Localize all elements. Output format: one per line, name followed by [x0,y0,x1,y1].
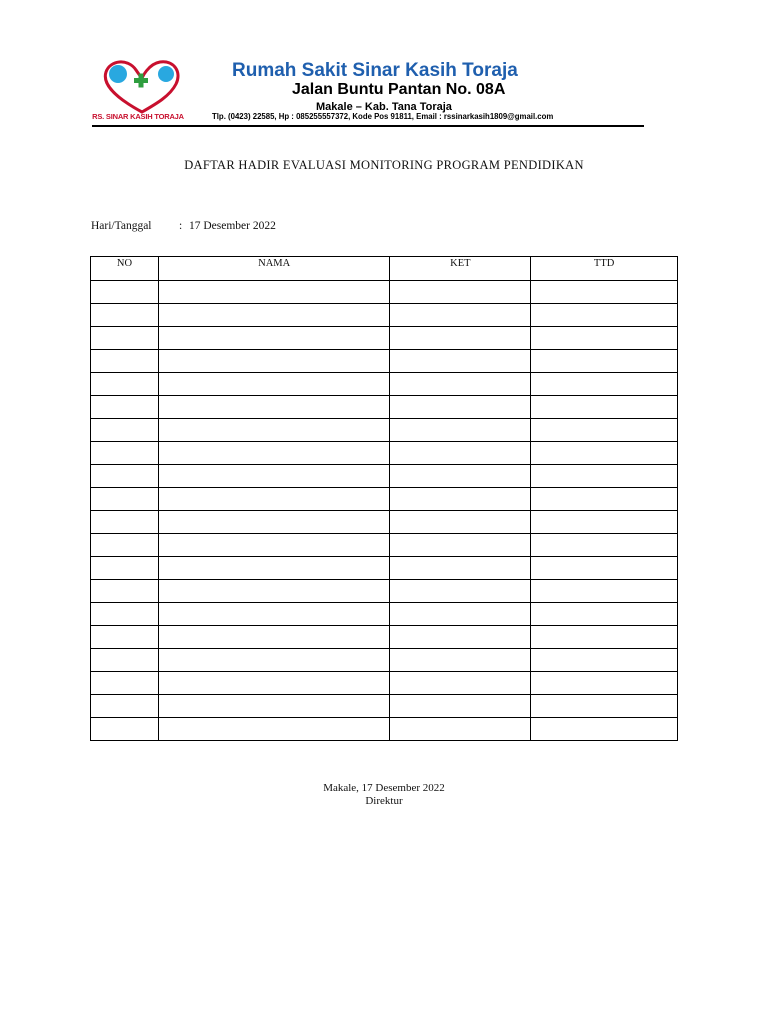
cell-no [91,396,159,419]
cell-ttd [531,695,678,718]
cell-nama [158,695,390,718]
cell-nama [158,649,390,672]
table-row [91,672,678,695]
date-row [91,220,276,232]
cell-ket [390,442,531,465]
cell-no [91,442,159,465]
cell-nama [158,557,390,580]
table-row [91,327,678,350]
cell-no [91,281,159,304]
signature-block [0,782,768,808]
letterhead [88,52,644,128]
table-row [91,465,678,488]
cell-ket [390,419,531,442]
signature-position: Direktur [365,795,403,807]
table-row [91,442,678,465]
header-ttd: TTD [531,257,678,281]
document-title: DAFTAR HADIR EVALUASI MONITORING PROGRAM PENDIDIKAN [184,158,584,172]
table-row [91,396,678,419]
cell-no [91,695,159,718]
cell-ket [390,603,531,626]
cell-ket [390,465,531,488]
cell-ttd [531,557,678,580]
cell-ttd [531,396,678,419]
cell-nama [158,396,390,419]
cell-ttd [531,373,678,396]
cell-nama [158,580,390,603]
table-row [91,373,678,396]
table-row [91,304,678,327]
cell-ket [390,672,531,695]
cell-no [91,718,159,741]
cell-ket [390,281,531,304]
cell-no [91,557,159,580]
cell-no [91,626,159,649]
contact-info: Tlp. (0423) 22585, Hp : 085255557372, Kode Pos 91811, Email : rssinarkasih1809@gmail.com [212,112,554,121]
address-line-2: Makale – Kab. Tana Toraja [316,101,452,113]
cell-nama [158,304,390,327]
header-nama: NAMA [158,257,390,281]
cell-nama [158,626,390,649]
cell-ttd [531,511,678,534]
cell-no [91,511,159,534]
cell-no [91,373,159,396]
cell-no [91,304,159,327]
cell-ket [390,511,531,534]
cell-ket [390,350,531,373]
cell-ttd [531,304,678,327]
date-label: Hari/Tanggal [91,220,152,232]
table-row [91,649,678,672]
header-ket: KET [390,257,531,281]
cell-ket [390,695,531,718]
cell-nama [158,465,390,488]
cell-nama [158,350,390,373]
date-separator: : [179,220,183,232]
cell-ttd [531,534,678,557]
cell-ket [390,718,531,741]
cell-ket [390,396,531,419]
cell-ttd [531,327,678,350]
cell-ket [390,304,531,327]
logo-caption: RS. SINAR KASIH TORAJA [92,112,184,121]
cell-ttd [531,580,678,603]
table-row [91,580,678,603]
cell-ket [390,534,531,557]
cell-nama [158,419,390,442]
cell-no [91,350,159,373]
cell-ket [390,373,531,396]
cell-nama [158,534,390,557]
cell-ttd [531,672,678,695]
cell-ttd [531,603,678,626]
hospital-name: Rumah Sakit Sinar Kasih Toraja [232,60,518,81]
header-no: NO [91,257,159,281]
address-line-1: Jalan Buntu Pantan No. 08A [292,81,506,98]
cell-ttd [531,626,678,649]
attendance-table [90,256,678,741]
cell-nama [158,442,390,465]
cell-nama [158,327,390,350]
table-row [91,603,678,626]
cell-nama [158,511,390,534]
table-row [91,557,678,580]
cell-ttd [531,488,678,511]
cell-ket [390,488,531,511]
cell-no [91,603,159,626]
cell-nama [158,672,390,695]
cell-ttd [531,350,678,373]
cell-no [91,465,159,488]
table-row [91,718,678,741]
table-row [91,695,678,718]
cell-no [91,327,159,350]
table-row [91,534,678,557]
cell-ket [390,327,531,350]
cell-no [91,534,159,557]
table-row [91,626,678,649]
letterhead-divider [92,125,644,127]
cell-ttd [531,419,678,442]
cell-ttd [531,281,678,304]
cell-nama [158,603,390,626]
cell-ket [390,649,531,672]
cell-ttd [531,465,678,488]
table-header-row [91,257,678,281]
cell-nama [158,488,390,511]
table-row [91,350,678,373]
table-row [91,488,678,511]
cell-nama [158,281,390,304]
signature-place-date: Makale, 17 Desember 2022 [323,782,445,794]
table-row [91,511,678,534]
cell-no [91,649,159,672]
cell-no [91,488,159,511]
cell-ttd [531,442,678,465]
cell-no [91,580,159,603]
cell-ket [390,580,531,603]
date-value: 17 Desember 2022 [189,220,276,232]
cell-no [91,672,159,695]
table-row [91,281,678,304]
cell-nama [158,373,390,396]
cell-no [91,419,159,442]
cell-ttd [531,718,678,741]
cell-nama [158,718,390,741]
cell-ket [390,557,531,580]
cell-ket [390,626,531,649]
table-row [91,419,678,442]
cell-ttd [531,649,678,672]
